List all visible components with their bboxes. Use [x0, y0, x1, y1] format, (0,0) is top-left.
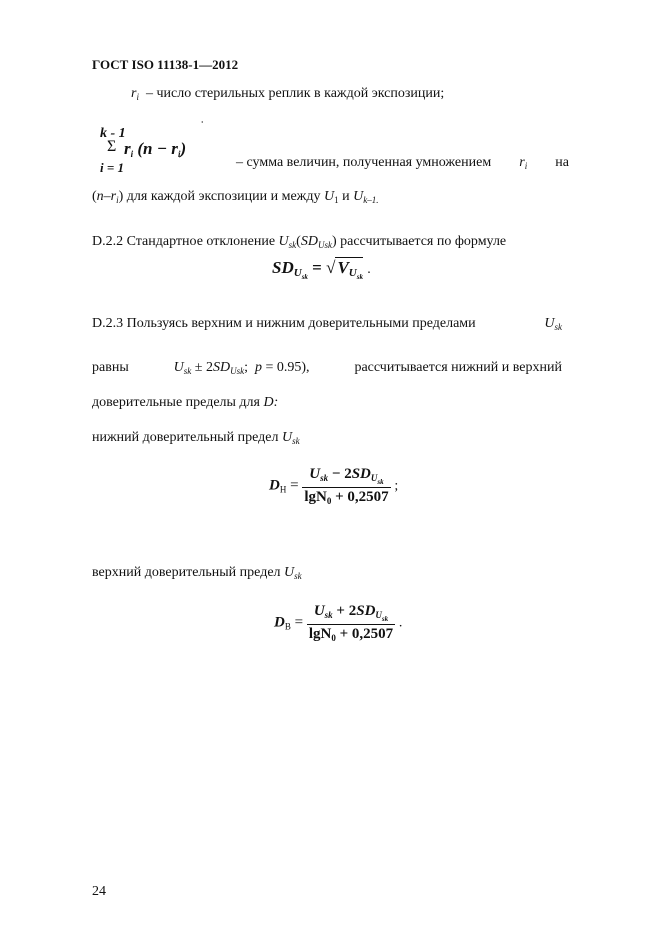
d23-line1-text: D.2.3 Пользуясь верхним и нижним доверительными пределами [92, 316, 476, 331]
section-d23-line1 [92, 316, 562, 332]
lower-D: D [269, 477, 280, 494]
lower-fraction [302, 466, 390, 506]
upper-numerator [307, 603, 395, 624]
lower-den-post: + 0,2507 [331, 489, 389, 505]
d23-line3-D: D: [263, 395, 279, 410]
lower-numerator [302, 466, 390, 487]
formula-sd-sub: U [293, 267, 302, 279]
formula-upper-limit [274, 603, 402, 643]
sum-desc2-Uk: U [353, 189, 364, 204]
sum-expr-paren-close: ) [180, 139, 187, 158]
d23-line2-pval: = 0.95), [265, 360, 310, 375]
lower-label-U-sub: sk [292, 436, 300, 446]
upper-fraction [307, 603, 395, 643]
lower-den-sub: 0 [326, 496, 332, 506]
sum-desc2-mid: ) для каждой экспозиции и между [118, 189, 321, 204]
lower-limit-label [92, 430, 300, 446]
formula-sd-sqrt: √ [326, 258, 336, 277]
d23-line3-text: доверительные пределы для [92, 395, 260, 410]
sum-lower-limit: i = 1 [100, 160, 125, 175]
sum-expression [124, 139, 186, 159]
sum-desc-var: r [519, 155, 525, 170]
upper-end: . [398, 615, 403, 631]
sum-desc-pre: – сумма величин, полученная умножением [236, 155, 492, 170]
upper-eq: = [294, 614, 304, 631]
lower-label-U: U [281, 430, 293, 445]
lower-num-U: U [309, 466, 321, 482]
ri-symbol-sub: i [136, 92, 139, 102]
formula-sd-SD: SD [272, 258, 294, 277]
ri-definition-text: – число стерильных реплик в каждой экспозиции; [145, 86, 445, 101]
sum-tick-mark: ˈ [200, 118, 205, 133]
formula-sd [272, 258, 371, 281]
lower-num-SD-sub: U [370, 473, 378, 483]
upper-den-sub: 0 [331, 633, 336, 643]
upper-den-lgN: lgN [308, 626, 332, 642]
upper-D-sub: В [284, 621, 291, 632]
sum-desc2-minus: – [103, 189, 111, 204]
upper-limit-label [92, 565, 302, 581]
upper-den-post: + 0,2507 [335, 626, 394, 642]
lower-den-lgN: lgN [304, 489, 327, 505]
d23-line1-U-sub: sk [554, 322, 562, 332]
d22-SD: SD [300, 234, 318, 249]
upper-num-U: U [313, 603, 325, 619]
sum-sigma-symbol: Σ [107, 138, 117, 155]
formula-lower-limit [269, 466, 398, 506]
formula-sd-subsub: sk [301, 273, 308, 281]
lower-end: ; [394, 478, 399, 494]
upper-num-op: + 2 [332, 603, 357, 619]
d23-line2-post: рассчитывается нижний и верхний [354, 360, 562, 375]
lower-D-sub: Н [279, 484, 287, 495]
upper-num-U-sub: sk [324, 610, 333, 620]
upper-label-U-sub: sk [294, 571, 302, 581]
lower-num-SD: SD [351, 466, 371, 482]
upper-num-SD-subsub: sk [381, 615, 389, 623]
sum-desc-var-sub: i [524, 161, 528, 171]
section-d22-text [92, 234, 506, 250]
lower-denominator [302, 487, 390, 506]
d22-paren: ( [296, 234, 301, 249]
upper-label-U: U [284, 565, 295, 580]
sum-desc2-r-sub: i [116, 195, 119, 205]
sum-desc2-U1: U [323, 189, 335, 204]
sum-description-line1 [236, 155, 569, 171]
sum-description-line2 [92, 189, 378, 205]
lower-num-op: − 2 [328, 466, 352, 482]
upper-denominator [307, 624, 395, 643]
lower-label-text: нижний доверительный предел [92, 430, 279, 445]
sum-expr-paren-i: i [177, 149, 181, 159]
ri-definition [131, 86, 444, 102]
sum-desc2-n: n [96, 189, 104, 204]
document-header: ГОСТ ISO 11138-1—2012 [92, 57, 239, 72]
formula-sd-eq: = [312, 258, 322, 277]
formula-sd-V: V [337, 258, 349, 277]
d22-SD-sub: Usk [317, 240, 332, 250]
lower-eq: = [290, 477, 299, 494]
sum-desc2-U1-sub: 1 [334, 195, 339, 205]
sum-desc2-r: r [110, 189, 117, 204]
sum-upper-limit: k - 1 [100, 126, 126, 141]
formula-sd-end: . [367, 262, 371, 277]
d22-U: U [278, 234, 289, 249]
d23-line2-U: U [173, 360, 184, 375]
d22-post: ) рассчитывается по формуле [331, 234, 507, 249]
d23-line1-U: U [544, 316, 555, 331]
upper-D: D [274, 614, 285, 631]
upper-num-SD-sub: U [375, 610, 382, 620]
sum-desc2-Uk-sub: k–1. [363, 195, 379, 205]
d23-line2-pm: ± 2 [194, 360, 213, 375]
d23-line2-semi: ; [244, 360, 248, 375]
d23-line2-SD: SD [212, 360, 231, 375]
d23-line2-pre: равны [92, 360, 129, 375]
sum-desc2-and: и [342, 189, 350, 204]
d22-pre: D.2.2 Стандартное отклонение [92, 234, 276, 249]
lower-num-U-sub: sk [320, 473, 329, 483]
d22-U-sub: sk [288, 240, 297, 250]
upper-label-text: верхний доверительный предел [92, 565, 281, 580]
sum-expr-i: i [130, 149, 134, 159]
sum-expr-r: r [124, 139, 131, 158]
formula-sd-V-sub: U [348, 267, 357, 279]
section-d23-line2 [92, 360, 562, 376]
formula-sd-V-subsub: sk [356, 273, 363, 281]
lower-num-SD-subsub: sk [377, 478, 384, 486]
ri-symbol: r [131, 86, 137, 101]
upper-num-SD: SD [356, 603, 376, 619]
sum-desc2-open: ( [92, 189, 97, 204]
section-d23-line3 [92, 395, 278, 411]
sum-expr-paren: (n − r [137, 139, 178, 158]
d23-line2-SD-sub: Usk [230, 366, 245, 376]
sum-desc-post: на [555, 155, 569, 170]
d23-line2-p: p [254, 360, 262, 375]
d23-line2-U-sub: sk [183, 366, 192, 376]
page-number: 24 [92, 884, 106, 899]
